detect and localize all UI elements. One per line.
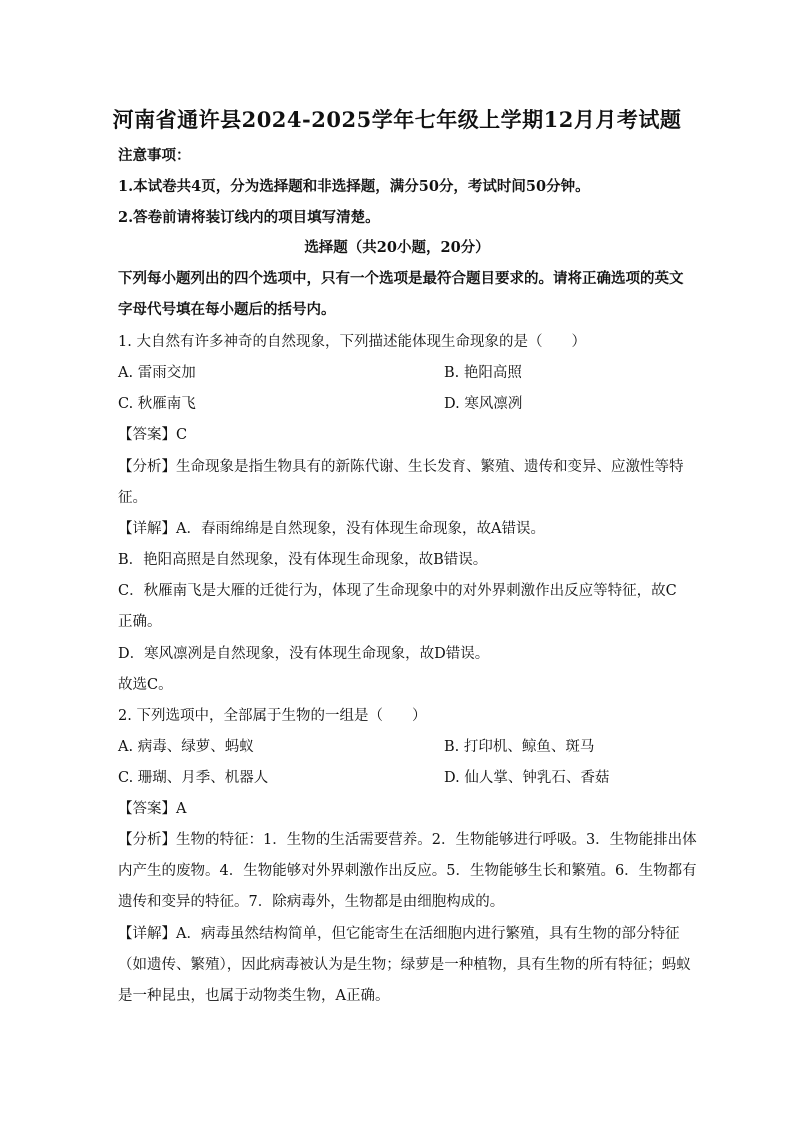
instruction-line-1: 下列每小题列出的四个选项中，只有一个选项是最符合题目要求的。请将正确选项的英文 bbox=[118, 270, 684, 287]
question-1-detail-line-1: 【详解】A．春雨绵绵是自然现象，没有体现生命现象，故A错误。 bbox=[118, 521, 545, 537]
question-1-conclusion: 故选C。 bbox=[118, 677, 173, 693]
instruction-line-2: 字母代号填在每小题后的括号内。 bbox=[118, 301, 336, 318]
question-1-detail-line-3: C．秋雁南飞是大雁的迁徙行为，体现了生命现象中的对外界刺激作出反应等特征，故C bbox=[118, 583, 677, 599]
question-1-analysis-line-1: 【分析】生命现象是指生物具有的新陈代谢、生长发育、繁殖、遗传和变异、应激性等特 bbox=[118, 459, 684, 475]
question-2-detail-line-1: 【详解】A．病毒虽然结构简单，但它能寄生在活细胞内进行繁殖，具有生物的部分特征 bbox=[118, 926, 680, 942]
question-1-option-a: A. 雷雨交加 bbox=[118, 365, 196, 381]
notice-item-2: 2.答卷前请将装订线内的项目填写清楚。 bbox=[118, 209, 380, 226]
question-2-answer: 【答案】A bbox=[118, 801, 187, 817]
question-2-option-c: C. 珊瑚、月季、机器人 bbox=[118, 770, 269, 786]
question-1-stem: 1. 大自然有许多神奇的自然现象，下列描述能体现生命现象的是（ ） bbox=[118, 334, 586, 350]
question-2-analysis-line-1: 【分析】生物的特征：1．生物的生活需要营养。2．生物能够进行呼吸。3．生物能排出体 bbox=[118, 832, 697, 848]
question-1-answer: 【答案】C bbox=[118, 427, 188, 443]
question-2-analysis-line-2: 内产生的废物。4．生物能够对外界刺激作出反应。5．生物能够生长和繁殖。6．生物都有 bbox=[118, 863, 697, 879]
notice-item-1: 1.本试卷共4页，分为选择题和非选择题，满分50分，考试时间50分钟。 bbox=[118, 178, 590, 195]
notice-heading: 注意事项： bbox=[118, 147, 191, 164]
question-1-analysis-line-2: 征。 bbox=[118, 490, 147, 506]
question-2-option-d: D. 仙人掌、钟乳石、香菇 bbox=[444, 770, 610, 786]
question-2-detail-line-2: （如遗传、繁殖），因此病毒被认为是生物；绿萝是一种植物，具有生物的所有特征；蚂蚁 bbox=[118, 957, 691, 973]
question-1-detail-line-2: B．艳阳高照是自然现象，没有体现生命现象，故B错误。 bbox=[118, 552, 488, 568]
question-2-option-a: A. 病毒、绿萝、蚂蚁 bbox=[118, 739, 254, 755]
question-2-analysis-line-3: 遗传和变异的特征。7．除病毒外，生物都是由细胞构成的。 bbox=[118, 894, 505, 910]
question-1-detail-line-4: 正确。 bbox=[118, 614, 162, 630]
question-1-option-d: D. 寒风凛冽 bbox=[444, 396, 523, 412]
page-title: 河南省通许县2024-2025学年七年级上学期12月月考试题 bbox=[112, 107, 682, 132]
question-1-option-b: B. 艳阳高照 bbox=[444, 365, 522, 381]
section-title: 选择题（共20小题，20分） bbox=[304, 239, 490, 256]
question-2-stem: 2. 下列选项中，全部属于生物的一组是（ ） bbox=[118, 708, 427, 724]
question-2-detail-line-3: 是一种昆虫，也属于动物类生物，A正确。 bbox=[118, 988, 390, 1004]
question-1-detail-line-5: D．寒风凛冽是自然现象，没有体现生命现象，故D错误。 bbox=[118, 646, 490, 662]
question-2-option-b: B. 打印机、鲸鱼、斑马 bbox=[444, 739, 595, 755]
question-1-option-c: C. 秋雁南飞 bbox=[118, 396, 196, 412]
